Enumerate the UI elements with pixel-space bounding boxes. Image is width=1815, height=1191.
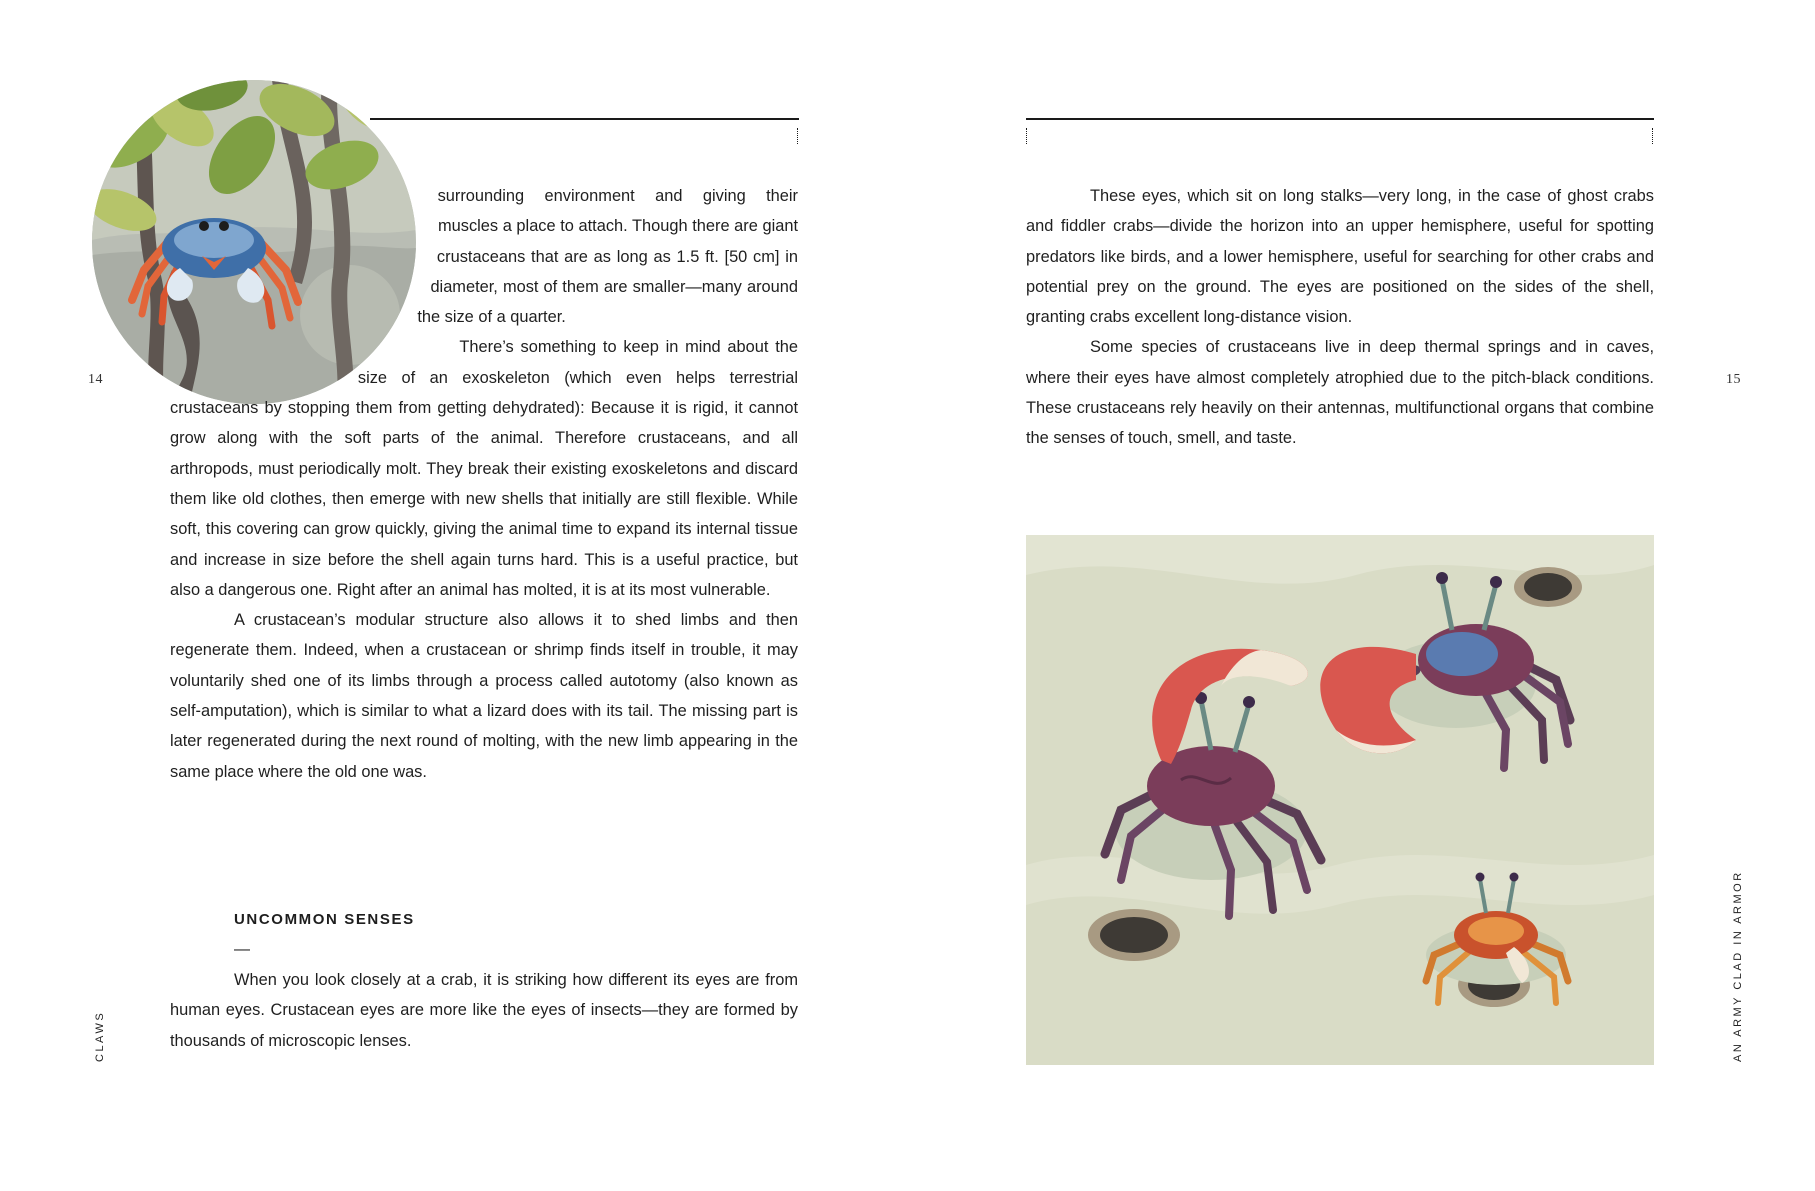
right-body-text	[1026, 181, 1654, 501]
running-head-left: CLAWS	[94, 1010, 106, 1062]
top-rule-left	[370, 118, 799, 120]
running-head-right: AN ARMY CLAD IN ARMOR	[1732, 870, 1744, 1062]
right-page	[907, 0, 1815, 1191]
uncommon-senses-section	[170, 905, 798, 1065]
page-number-right: 15	[1726, 372, 1741, 387]
rule-end-tick-right-b	[1652, 128, 1653, 144]
fiddler-crabs-illustration	[1026, 535, 1654, 1065]
paragraph: surrounding environment and giving their muscles a place to attach. Though there are giant crustaceans that are as long as 1.5 ft. [50 cm] in diameter, most of them are smaller—many around the size of a quarter.	[417, 187, 798, 327]
paragraph: A crustacean’s modular structure also allows it to shed limbs and then regenerate them. Indeed, when a crustacean or shrimp finds itself in trouble, it may voluntarily shed one of its limbs through a process called autotomy (also known as self-amputation), which is similar to what a lizard does with its tail. The missing part is later regenerated during the next round of molting, with the new limb appearing in the same place where the old one was.	[170, 611, 798, 781]
section-heading: UNCOMMON SENSES	[234, 911, 415, 928]
paragraph: When you look closely at a crab, it is striking how different its eyes are from human eyes. Crustacean eyes are more like the eyes of insects—they are formed by thousands of microscopic lenses.	[170, 971, 798, 1050]
left-body-text	[170, 181, 798, 881]
paragraph: These eyes, which sit on long stalks—very long, in the case of ghost crabs and fiddler crabs—divide the horizon into an upper hemisphere, useful for spotting predators like birds, and a lower hemisphere, useful for searching for other crabs and potential prey on the ground. The eyes are positioned on the sides of the shell, granting crabs excellent long-distance vision.	[1026, 187, 1654, 327]
page-number-left: 14	[88, 372, 103, 387]
section-dash: —	[234, 941, 250, 958]
rule-end-tick-right-a	[1026, 128, 1027, 144]
top-rule-right	[1026, 118, 1654, 120]
left-page	[0, 0, 907, 1191]
paragraph: There’s something to keep in mind about the size of an exoskeleton (which even helps terrestrial crustaceans by stopping them from getting dehydrated): Because it is rigid, it cannot grow along with the soft parts of the animal. Therefore crustaceans, and all arthropods, must periodically molt. They break their existing exoskeletons and discard them like old clothes, then emerge with new shells that initially are still flexible. While soft, this covering can grow quickly, giving the animal time to expand its internal tissue and increase in size before the shell again turns hard. This is a useful practice, but also a dangerous one. Right after an animal has molted, it is at its most vulnerable.	[170, 338, 798, 599]
paragraph: Some species of crustaceans live in deep thermal springs and in caves, where their eyes have almost completely atrophied due to the pitch-black conditions. These crustaceans rely heavily on their antennas, multifunctional organs that combine the senses of touch, smell, and taste.	[1026, 338, 1654, 448]
rule-end-tick-left	[797, 128, 798, 144]
